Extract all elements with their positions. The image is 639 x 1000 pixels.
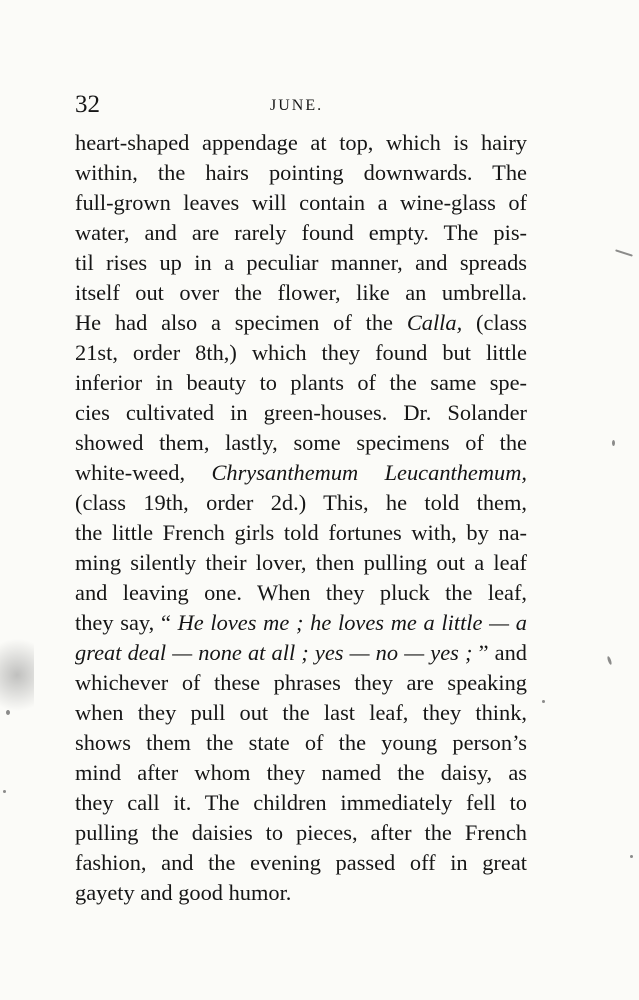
text-run: (class (462, 310, 527, 335)
text-line (75, 308, 527, 338)
text-run: ” and (472, 640, 527, 665)
margin-speck (630, 855, 633, 858)
text-line: when they pull out the last leaf, they think, (75, 700, 527, 725)
italic-quote: He loves me ; he loves me a little — a (177, 610, 527, 635)
text-line (75, 608, 527, 638)
text-line: cies cultivated in green-houses. Dr. Solander (75, 400, 527, 425)
text-line: til rises up in a peculiar manner, and spreads (75, 250, 527, 275)
running-head: JUNE. (270, 97, 324, 114)
text-line: they call it. The children immediately fell to (75, 790, 527, 815)
text-line: ming silently their lover, then pulling out a leaf (75, 550, 527, 575)
italic-term: Calla, (406, 310, 463, 335)
text-line: fashion, and the evening passed off in great (75, 850, 527, 875)
italic-quote: great deal — none at all ; yes — no — yes ; (75, 640, 473, 665)
text-line: whichever of these phrases they are speaking (75, 670, 527, 695)
body-paragraph (75, 128, 527, 908)
text-line: 21st, order 8th,) which they found but little (75, 340, 527, 365)
text-line: showed them, lastly, some specimens of the (75, 430, 527, 455)
text-line: the little French girls told fortunes with, by na- (75, 520, 527, 545)
text-line: within, the hairs pointing downwards. The (75, 160, 527, 185)
text-line: itself out over the flower, like an umbrella. (75, 280, 527, 305)
text-line: heart-shaped appendage at top, which is hairy (75, 130, 527, 155)
margin-speck (6, 710, 10, 715)
margin-speck (542, 700, 545, 703)
margin-speck (615, 249, 633, 256)
text-line: pulling the daisies to pieces, after the French (75, 820, 527, 845)
margin-speck (612, 440, 615, 446)
text-line: gayety and good humor. (75, 880, 292, 905)
text-line (75, 458, 527, 488)
italic-term: Chrysanthemum Leucanthemum, (211, 460, 527, 485)
text-line (75, 638, 527, 668)
text-run: they say, “ (75, 610, 178, 635)
text-run: white-weed, (75, 460, 212, 485)
margin-smudge (0, 630, 34, 720)
margin-speck (607, 656, 613, 665)
text-line: shows them the state of the young person’s (75, 730, 527, 755)
text-line: and leaving one. When they pluck the leaf, (75, 580, 527, 605)
text-line: mind after whom they named the daisy, as (75, 760, 527, 785)
text-line: (class 19th, order 2d.) This, he told them, (75, 490, 527, 515)
text-run: He had also a specimen of the (75, 310, 407, 335)
page-number: 32 (75, 91, 100, 118)
text-line: full-grown leaves will contain a wine-glass of (75, 190, 527, 215)
text-line: water, and are rarely found empty. The pis- (75, 220, 527, 245)
margin-speck (3, 790, 6, 793)
text-line: inferior in beauty to plants of the same spe- (75, 370, 527, 395)
